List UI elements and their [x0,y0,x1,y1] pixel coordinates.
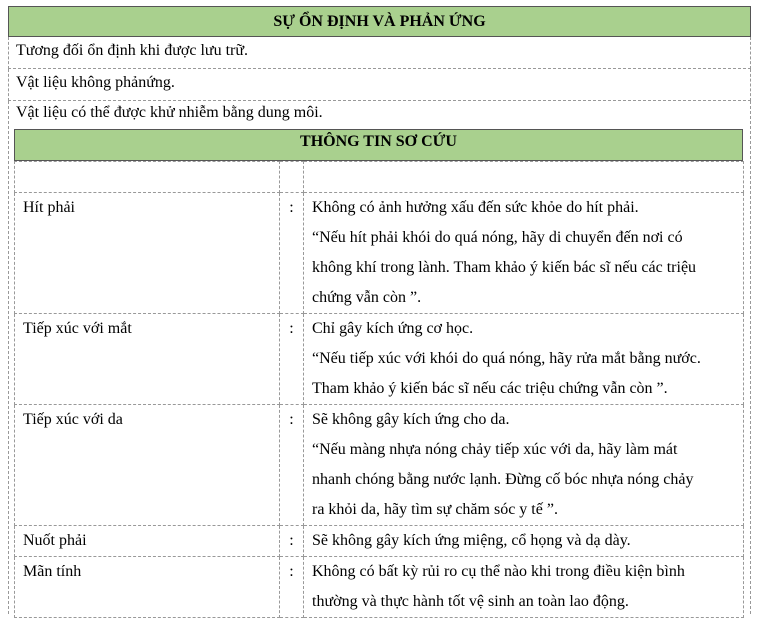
text-line: thường và thực hành tốt vệ sinh an toàn lao động. [312,593,629,610]
row-label: Tiếp xúc với mắt [15,314,280,405]
row-text [304,193,744,314]
row-separator: : [280,405,304,526]
row-label: Mãn tính [15,557,280,618]
row-label: Hít phải [15,193,280,314]
row-separator: : [280,314,304,405]
row-separator: : [280,193,304,314]
first-aid-row-eye-contact [15,314,744,405]
text-line: “Nếu tiếp xúc với khói do quá nóng, hãy rửa mắt bằng nước. [312,350,701,367]
text-line: “Nếu màng nhựa nóng chảy tiếp xúc với da, hãy làm mát [312,441,678,458]
text-line: nhanh chóng bằng nước lạnh. Đừng cố bóc nhựa nóng chảy [312,471,694,488]
first-aid-row-inhalation [15,193,744,314]
row-text [304,314,744,405]
blank-cell [15,162,280,193]
text-line: Chỉ gây kích ứng cơ học. [312,320,474,337]
first-aid-row-chronic [15,557,744,618]
row-label: Tiếp xúc với da [15,405,280,526]
stability-row-3: Vật liệu có thể được khử nhiễm bằng dung môi. [8,101,751,129]
first-aid-table [14,161,744,618]
row-label: Nuốt phải [15,526,280,557]
first-aid-blank-row [15,162,744,193]
row-separator: : [280,557,304,618]
text-line: Sẽ không gây kích ứng miệng, cổ họng và dạ dày. [312,532,631,549]
row-text [304,557,744,618]
text-line: Tham khảo ý kiến bác sĩ nếu các triệu chứng vẫn còn ”. [312,380,668,397]
first-aid-section-title: THÔNG TIN SƠ CỨU [14,129,743,161]
text-line: Không có bất kỳ rủi ro cụ thể nào khi trong điều kiện bình [312,563,685,580]
row-separator: : [280,526,304,557]
text-line: chứng vẫn còn ”. [312,289,422,306]
blank-cell [304,162,744,193]
stability-row-1: Tương đối ổn định khi được lưu trữ. [8,37,751,69]
first-aid-row-ingestion [15,526,744,557]
stability-section-title: SỰ ỔN ĐỊNH VÀ PHẢN ỨNG [8,6,751,37]
stability-row-2: Vật liệu không phảnứng. [8,69,751,101]
text-line: “Nếu hít phải khói do quá nóng, hãy di chuyển đến nơi có [312,229,683,246]
text-line: không khí trong lành. Tham khảo ý kiến bác sĩ nếu các triệu [312,259,697,276]
blank-cell [280,162,304,193]
row-text [304,405,744,526]
text-line: Sẽ không gây kích ứng cho da. [312,411,510,428]
first-aid-row-skin-contact [15,405,744,526]
row-text [304,526,744,557]
text-line: ra khỏi da, hãy tìm sự chăm sóc y tế ”. [312,501,558,518]
text-line: Không có ảnh hưởng xấu đến sức khỏe do hít phải. [312,199,639,216]
